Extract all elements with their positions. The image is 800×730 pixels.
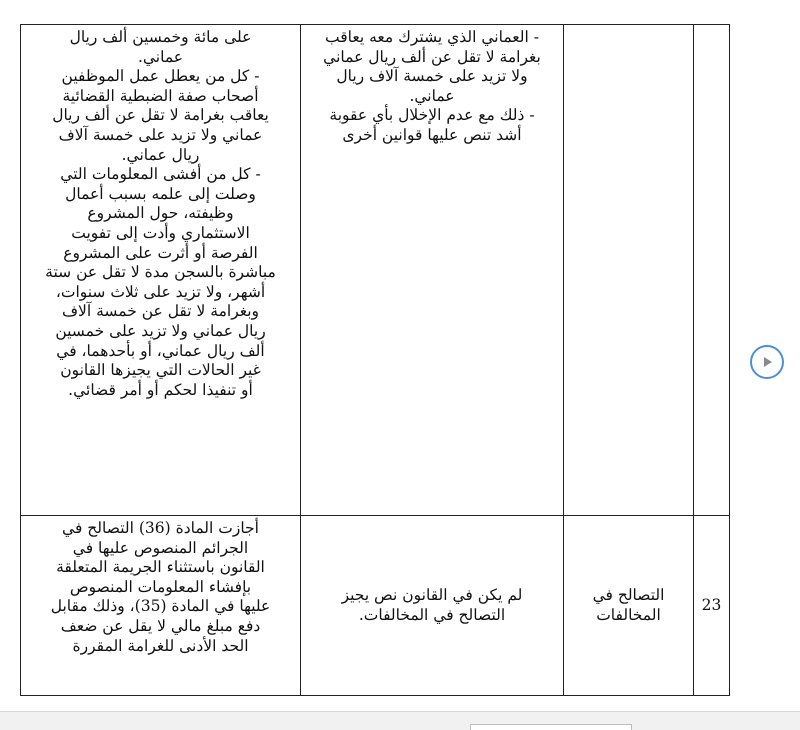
new-law-cell xyxy=(21,25,301,516)
comparison-table xyxy=(20,24,730,696)
next-page-button[interactable] xyxy=(750,345,784,379)
table-row xyxy=(21,25,730,516)
old-law-cell xyxy=(301,516,564,696)
row-number: 23 xyxy=(701,595,722,614)
old-law-cell xyxy=(301,25,564,516)
bottom-toolbar xyxy=(0,711,800,730)
table-row xyxy=(21,516,730,696)
new-law-text: أجازت المادة (36) التصالح في الجرائم المنصوص عليها في القانون باستثناء الجريمة المتعلقة بإفشاء المعلومات المنصوص عليها في المادة (35)، وذلك مقابل دفع مبلغ مالي لا يقل عن ضعف الحد الأدنى للغرامة المقررة xyxy=(50,519,271,655)
row-number-cell xyxy=(694,25,730,516)
bottom-input-box[interactable] xyxy=(470,724,632,730)
new-law-cell xyxy=(21,516,301,696)
old-law-text: - العماني الذي يشترك معه يعاقب بغرامة لا تقل عن ألف ريال عماني ولا تزيد على خمسة آلاف ريال عماني. - ذلك مع عدم الإخلال بأي عقوبة أشد تنص عليها قوانين أخرى xyxy=(323,28,541,144)
play-circle-icon xyxy=(760,355,774,369)
topic-cell xyxy=(564,516,694,696)
old-law-text: لم يكن في القانون نص يجيز التصالح في المخالفات. xyxy=(341,585,523,624)
top-page-strip xyxy=(0,0,800,10)
new-law-text: على مائة وخمسين ألف ريال عماني. - كل من يعطل عمل الموظفين أصحاب صفة الضبطية القضائية يعاقب بغرامة لا تقل عن ألف ريال عماني ولا تزيد على خمسة آلاف ريال عماني. - كل من أفشى المعلومات التي وصلت إلى علمه بسبب أعمال وظيفته، حول المشروع الاستثماري وأدت إلى تفويت الفرصة أو أثرت على المشروع مباشرة بالسجن مدة لا تقل عن ستة أشهر، ولا تزيد على ثلاث سنوات، وبغرامة لا تقل عن خمسة آلاف ريال عماني ولا تزيد على خمسين ألف ريال عماني، أو بأحدهما، في غير الحالات التي يجيزها القانون أو تنفيذا لحكم أو أمر قضائي. xyxy=(45,28,276,399)
topic-cell xyxy=(564,25,694,516)
row-number-cell xyxy=(694,516,730,696)
topic-text: التصالح في المخالفات xyxy=(592,585,665,624)
